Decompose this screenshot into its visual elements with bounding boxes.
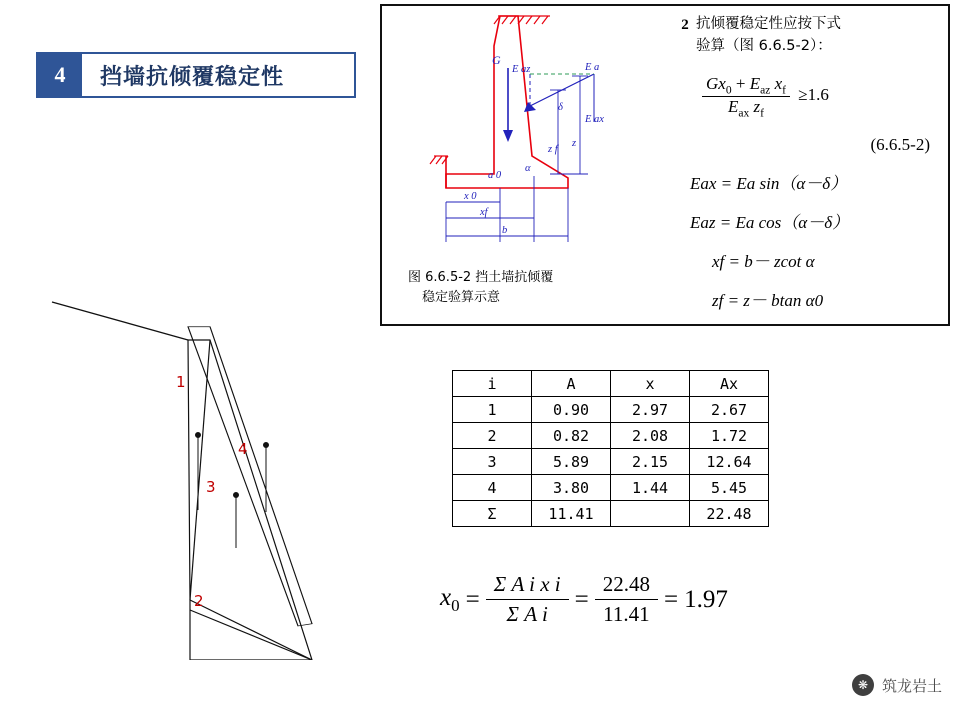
result-symbol: x (440, 583, 452, 611)
cell-A: 0.82 (532, 423, 611, 449)
wechat-icon: ❋ (852, 674, 874, 696)
result-value-numerator: 22.48 (595, 572, 658, 600)
slide-title-banner (36, 52, 356, 98)
table-row (453, 397, 769, 423)
retaining-wall-figure (382, 6, 668, 324)
formula-den-z: z (753, 96, 761, 116)
sub-formula-1: Eaz = Ea cos（α－δ） (690, 213, 850, 233)
code-excerpt-panel (380, 4, 950, 326)
formula-num-x-sub: f (782, 82, 787, 96)
result-equals-1: = (465, 585, 480, 613)
table-row (453, 449, 769, 475)
cell-Ax: 12.64 (690, 449, 769, 475)
section-number: 4 (38, 54, 82, 96)
sub-formula-2: xf = b－ zcot α (712, 252, 815, 272)
cell-A: 0.90 (532, 397, 611, 423)
formula-num-plus: + (735, 73, 746, 93)
formula-num-E: E (749, 73, 761, 93)
sketch-label-4: 4 (238, 440, 248, 458)
sub-formula-0: Eax = Ea sin（α－δ） (690, 174, 848, 194)
cell-sigma: Σ (453, 501, 532, 527)
figure-caption-line1: 图 6.6.5-2 挡土墙抗倾覆 (408, 269, 554, 285)
figure-label-alpha0: a 0 (488, 170, 502, 181)
sketch-label-1: 1 (176, 373, 186, 391)
figure-label-xf: xf (480, 207, 488, 218)
formula-den-E: E (727, 96, 739, 116)
clause-text-block (668, 6, 950, 324)
formula-num-G: Gx (706, 73, 726, 93)
figure-label-G: G (492, 53, 501, 67)
figure-label-alpha: α (525, 163, 531, 174)
cell-i: 4 (453, 475, 532, 501)
result-frac-denominator: Σ A i (506, 602, 548, 626)
clause-line-2: 验算（图 6.6.5-2）： (696, 37, 832, 54)
figure-label-Eaz: E az (512, 64, 531, 75)
figure-caption (408, 268, 553, 308)
result-symbol-sub: 0 (451, 595, 460, 615)
sub-formula-3: zf = z－ btan α0 (712, 291, 824, 311)
figure-label-Eax: E ax (585, 114, 604, 125)
formula-num-E-sub: az (760, 82, 771, 96)
x0-result-formula (440, 572, 728, 627)
result-equals-3: = (664, 585, 679, 613)
wall-section-sketch (20, 280, 370, 660)
formula-num-x: x (774, 73, 783, 93)
result-frac-numerator: Σ A i x i (486, 572, 569, 600)
table-header-i: i (453, 371, 532, 397)
clause-line-1: 抗倾覆稳定性应按下式 (696, 16, 841, 32)
cell-A: 5.89 (532, 449, 611, 475)
footer-watermark (852, 674, 942, 696)
cell-i: 1 (453, 397, 532, 423)
clause-heading (674, 14, 944, 58)
cell-x-blank (611, 501, 690, 527)
figure-label-z: z (572, 138, 577, 149)
cell-x: 2.08 (611, 423, 690, 449)
figure-label-zf: z f (548, 144, 558, 155)
result-value-denominator: 11.41 (603, 602, 650, 626)
formula-num-G-sub: 0 (725, 82, 732, 96)
cell-A-total: 11.41 (532, 501, 611, 527)
table-header-A: A (532, 371, 611, 397)
cell-Ax-total: 22.48 (690, 501, 769, 527)
figure-label-delta: δ (558, 102, 563, 113)
cell-Ax: 5.45 (690, 475, 769, 501)
cell-i: 3 (453, 449, 532, 475)
calculation-table (452, 370, 769, 527)
cell-i: 2 (453, 423, 532, 449)
cell-x: 2.15 (611, 449, 690, 475)
footer-brand-name: 筑龙岩土 (881, 676, 942, 695)
table-header-row (453, 371, 769, 397)
main-formula (702, 74, 944, 120)
table-header-x: x (611, 371, 690, 397)
cell-Ax: 1.72 (690, 423, 769, 449)
cell-x: 2.97 (611, 397, 690, 423)
result-equals-2: = (574, 585, 589, 613)
formula-relation: ≥1.6 (798, 85, 829, 105)
sketch-label-3: 3 (206, 478, 216, 496)
table-row-total (453, 501, 769, 527)
result-value: 1.97 (684, 585, 728, 613)
figure-caption-line2: 稳定验算示意 (422, 289, 501, 305)
table-header-Ax: Ax (690, 371, 769, 397)
cell-Ax: 2.67 (690, 397, 769, 423)
table-row (453, 423, 769, 449)
clause-number: 2 (681, 17, 689, 33)
formula-den-E-sub: ax (738, 106, 750, 120)
page-title: 挡墙抗倾覆稳定性 (100, 64, 285, 90)
figure-label-x0: x 0 (464, 191, 477, 202)
table-row (453, 475, 769, 501)
cell-A: 3.80 (532, 475, 611, 501)
figure-label-Ea: E a (585, 62, 600, 73)
formula-den-z-sub: f (760, 106, 765, 120)
equation-tag: (6.6.5-2) (870, 135, 930, 155)
sketch-label-2: 2 (194, 592, 204, 610)
cell-x: 1.44 (611, 475, 690, 501)
figure-label-b: b (502, 225, 508, 236)
